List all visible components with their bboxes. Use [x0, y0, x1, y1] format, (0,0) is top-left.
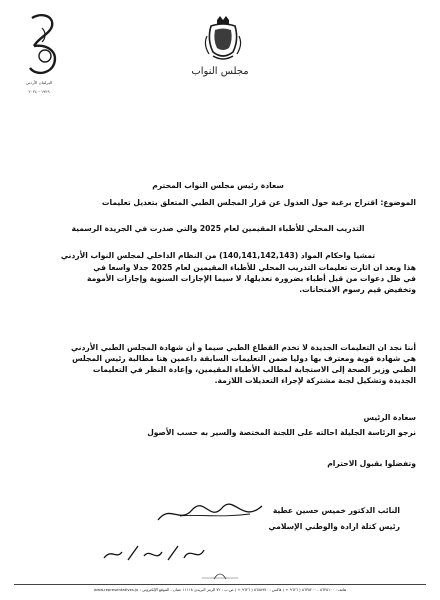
- paragraph-2-line: أننا نجد ان التعليمات الجديدة لا تخدم القطاع الطبي سيما و أن شهادة المجلس الطبي الأردني: [71, 343, 416, 352]
- subject-line-1: الموضوع: اقتراح برغبة حول العدول عن قرار المجلس الطبي المتعلق بتعديل تعليمات: [101, 198, 416, 207]
- logo-years: ١٩٢٩ - ٢٠٢٤: [28, 89, 50, 94]
- paragraph-1-line: وتخفيض قيم رسوم الامتحانات.: [299, 285, 416, 294]
- paragraph-2-line: الطبي وزير الصحة إلى الاستجابة لمطالب الأطباء المقيمين، وإعادة النظر في التعليمات: [92, 365, 416, 374]
- request-line: نرجو الرئاسة الجليلة احالته على اللجنة المختصة والسير به حسب الأصول: [147, 428, 416, 437]
- closing-line: وتفضلوا بقبول الاحترام: [327, 459, 416, 468]
- jordan-crest-icon: [203, 14, 243, 64]
- subject-line-2: التدريب المحلي للأطباء المقيمين لعام 2025 والتي صدرت في الجريدة الرسمية: [71, 224, 365, 233]
- paragraph-1-line: هذا وبعد ان اثارت تعليمات التدريب المحلي للأطباء المقيمين لعام 2025 جدلا واسعا في: [93, 263, 416, 272]
- parliament-name: مجلس النواب: [191, 66, 249, 77]
- paragraph-1: [20, 262, 416, 295]
- paragraph-2-line: هي شهادة قوية ومعترف بها دوليا ضمن التعليمات السابقة داعمين هنا مطالبة رئيس المجلس: [72, 354, 416, 363]
- logo-caption: البرلمان الأردني: [25, 80, 53, 85]
- signatory-title: النائب الدكتور خميس حسين عطية: [272, 506, 400, 515]
- paragraph-1-line: في ظل دعوات من قبل أطباء بضرورة تعديلها، لا سيما الإجازات السنوية وإجازات الأمومة: [87, 274, 416, 283]
- footer-emblem-icon: [180, 569, 260, 581]
- footer-divider: [14, 584, 426, 585]
- subject-line-3: تمشيا واحكام المواد (140,141,142,143) من النظام الداخلي لمجلس النواب الأردني: [60, 251, 376, 260]
- handwritten-date: [98, 538, 208, 568]
- address-again: سعادة الرئيس: [363, 413, 416, 422]
- footer-contact: هاتف : ٥٦٣٥١٠٠ - ٥٦٣٥٢٠٠ ( ٩٦٢٦ + ) فاكس : ٥٦٨٥٩٧٠ ( ٩٦٢٦ + ) ص.ب : ٧٢ الرمز البريدي ١١١١٨ عمان - الموقع الإلكتروني : www.representatives.jo: [93, 587, 347, 592]
- paragraph-2: [20, 342, 416, 386]
- salutation: سعادة رئيس مجلس النواب المحترم: [152, 181, 284, 190]
- signatory-bloc: رئيس كتلة ارادة والوطني الإسلامي: [268, 522, 400, 531]
- handwritten-signature: [150, 494, 270, 534]
- paragraph-2-line: الجديدة وتشكيل لجنة مشتركة لإجراء التعديلات اللازمة.: [214, 376, 416, 385]
